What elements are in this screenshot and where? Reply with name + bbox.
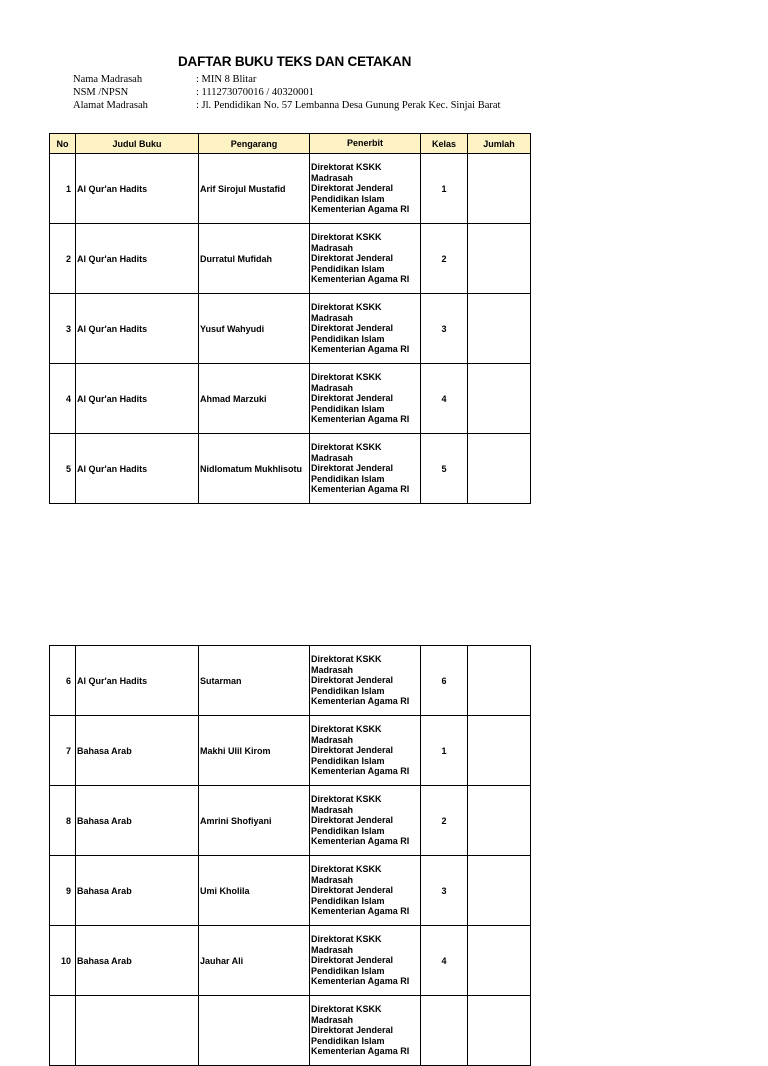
penerbit-line: Direktorat KSKK: [311, 864, 382, 875]
penerbit-line: Direktorat KSKK: [311, 232, 382, 243]
cell-penerbit: [310, 926, 421, 996]
penerbit-line: Pendidikan Islam: [311, 403, 385, 414]
penerbit-line: Pendidikan Islam: [311, 895, 385, 906]
penerbit-line: Madrasah: [311, 804, 354, 815]
header-penerbit: Penerbit: [310, 134, 421, 154]
cell-pengarang: Nidlomatum Mukhlisotu: [199, 434, 310, 504]
penerbit-line: Madrasah: [311, 242, 354, 253]
cell-pengarang: Makhi Ulil Kirom: [199, 716, 310, 786]
table-header-row: [50, 134, 531, 154]
cell-no: 2: [50, 224, 76, 294]
penerbit-line: Pendidikan Islam: [311, 473, 385, 484]
cell-judul: Al Qur'an Hadits: [76, 154, 199, 224]
penerbit-line: Direktorat Jenderal: [311, 675, 394, 686]
book-table-page-2: [49, 645, 531, 1066]
cell-pengarang: [199, 996, 310, 1066]
cell-no: 8: [50, 786, 76, 856]
cell-judul: Al Qur'an Hadits: [76, 364, 199, 434]
penerbit-line: Madrasah: [311, 312, 354, 323]
cell-kelas: 1: [421, 716, 468, 786]
cell-jumlah: [468, 364, 531, 434]
penerbit-line: Direktorat KSKK: [311, 442, 382, 453]
cell-jumlah: [468, 716, 531, 786]
penerbit-line: Kementerian Agama RI: [311, 766, 410, 777]
penerbit-line: Pendidikan Islam: [311, 263, 385, 274]
cell-no: 5: [50, 434, 76, 504]
cell-pengarang: Yusuf Wahyudi: [199, 294, 310, 364]
table-row: [50, 646, 531, 716]
meta-label: Alamat Madrasah: [73, 100, 148, 111]
header-judul: Judul Buku: [76, 134, 199, 154]
header-no: No: [50, 134, 76, 154]
header-pengarang: Pengarang: [199, 134, 310, 154]
cell-judul: Bahasa Arab: [76, 856, 199, 926]
cell-penerbit: [310, 856, 421, 926]
penerbit-line: Madrasah: [311, 452, 354, 463]
cell-kelas: 4: [421, 926, 468, 996]
header-jumlah: Jumlah: [468, 134, 531, 154]
meta-label: NSM /NPSN: [73, 87, 129, 98]
penerbit-line: Direktorat KSKK: [311, 724, 382, 735]
penerbit-line: Madrasah: [311, 382, 354, 393]
meta-value: : MIN 8 Blitar: [196, 74, 257, 85]
penerbit-line: Pendidikan Islam: [311, 685, 385, 696]
cell-judul: [76, 996, 199, 1066]
penerbit-line: Pendidikan Islam: [311, 825, 385, 836]
cell-jumlah: [468, 856, 531, 926]
cell-judul: Bahasa Arab: [76, 926, 199, 996]
penerbit-line: Direktorat Jenderal: [311, 815, 394, 826]
cell-jumlah: [468, 154, 531, 224]
penerbit-line: Kementerian Agama RI: [311, 344, 410, 355]
cell-kelas: 5: [421, 434, 468, 504]
cell-kelas: [421, 996, 468, 1066]
penerbit-line: Direktorat KSKK: [311, 654, 382, 665]
cell-pengarang: Jauhar Ali: [199, 926, 310, 996]
penerbit-line: Kementerian Agama RI: [311, 484, 410, 495]
penerbit-line: Pendidikan Islam: [311, 193, 385, 204]
table-row: [50, 154, 531, 224]
cell-penerbit: [310, 224, 421, 294]
cell-penerbit: [310, 294, 421, 364]
cell-kelas: 6: [421, 646, 468, 716]
penerbit-line: Direktorat KSKK: [311, 1004, 382, 1015]
cell-judul: Bahasa Arab: [76, 716, 199, 786]
penerbit-line: Kementerian Agama RI: [311, 1046, 410, 1057]
cell-penerbit: [310, 996, 421, 1066]
cell-kelas: 1: [421, 154, 468, 224]
cell-penerbit: [310, 434, 421, 504]
cell-no: 3: [50, 294, 76, 364]
meta-value: : 111273070016 / 40320001: [196, 87, 314, 98]
cell-pengarang: Arif Sirojul Mustafid: [199, 154, 310, 224]
cell-judul: Al Qur'an Hadits: [76, 294, 199, 364]
meta-label: Nama Madrasah: [73, 74, 143, 85]
table-row: [50, 996, 531, 1066]
penerbit-line: Direktorat Jenderal: [311, 253, 394, 264]
cell-penerbit: [310, 154, 421, 224]
penerbit-line: Madrasah: [311, 944, 354, 955]
cell-jumlah: [468, 996, 531, 1066]
meta-value: : Jl. Pendidikan No. 57 Lembanna Desa Gunung Perak Kec. Sinjai Barat: [196, 100, 501, 111]
penerbit-line: Pendidikan Islam: [311, 755, 385, 766]
cell-penerbit: [310, 646, 421, 716]
cell-pengarang: Amrini Shofiyani: [199, 786, 310, 856]
penerbit-line: Direktorat Jenderal: [311, 323, 394, 334]
penerbit-line: Pendidikan Islam: [311, 965, 385, 976]
cell-kelas: 2: [421, 786, 468, 856]
penerbit-line: Direktorat Jenderal: [311, 885, 394, 896]
table-row: [50, 786, 531, 856]
cell-jumlah: [468, 294, 531, 364]
penerbit-line: Direktorat Jenderal: [311, 463, 394, 474]
cell-jumlah: [468, 434, 531, 504]
penerbit-line: Kementerian Agama RI: [311, 274, 410, 285]
penerbit-line: Kementerian Agama RI: [311, 906, 410, 917]
penerbit-line: Kementerian Agama RI: [311, 836, 410, 847]
cell-kelas: 3: [421, 856, 468, 926]
penerbit-line: Kementerian Agama RI: [311, 204, 410, 215]
cell-no: [50, 996, 76, 1066]
table-row: [50, 364, 531, 434]
penerbit-line: Direktorat Jenderal: [311, 393, 394, 404]
cell-penerbit: [310, 364, 421, 434]
cell-no: 7: [50, 716, 76, 786]
table-row: [50, 856, 531, 926]
penerbit-line: Kementerian Agama RI: [311, 976, 410, 987]
penerbit-line: Madrasah: [311, 664, 354, 675]
penerbit-line: Direktorat KSKK: [311, 302, 382, 313]
penerbit-line: Direktorat KSKK: [311, 372, 382, 383]
book-table-page-1: [49, 133, 531, 504]
cell-penerbit: [310, 716, 421, 786]
table-row: [50, 716, 531, 786]
cell-jumlah: [468, 224, 531, 294]
table-row: [50, 224, 531, 294]
penerbit-line: Madrasah: [311, 1014, 354, 1025]
cell-jumlah: [468, 926, 531, 996]
cell-kelas: 2: [421, 224, 468, 294]
penerbit-line: Pendidikan Islam: [311, 1035, 385, 1046]
cell-judul: Al Qur'an Hadits: [76, 224, 199, 294]
cell-no: 6: [50, 646, 76, 716]
cell-penerbit: [310, 786, 421, 856]
penerbit-line: Madrasah: [311, 874, 354, 885]
cell-jumlah: [468, 646, 531, 716]
cell-judul: Al Qur'an Hadits: [76, 434, 199, 504]
penerbit-line: Kementerian Agama RI: [311, 696, 410, 707]
table-row: [50, 294, 531, 364]
cell-judul: Al Qur'an Hadits: [76, 646, 199, 716]
cell-pengarang: Umi Kholila: [199, 856, 310, 926]
header-kelas: Kelas: [421, 134, 468, 154]
page-title: DAFTAR BUKU TEKS DAN CETAKAN: [178, 54, 412, 69]
cell-pengarang: Sutarman: [199, 646, 310, 716]
cell-pengarang: Durratul Mufidah: [199, 224, 310, 294]
penerbit-line: Direktorat Jenderal: [311, 183, 394, 194]
table-row: [50, 434, 531, 504]
penerbit-line: Madrasah: [311, 172, 354, 183]
cell-no: 4: [50, 364, 76, 434]
cell-pengarang: Ahmad Marzuki: [199, 364, 310, 434]
cell-no: 1: [50, 154, 76, 224]
penerbit-line: Kementerian Agama RI: [311, 414, 410, 425]
cell-kelas: 3: [421, 294, 468, 364]
penerbit-line: Direktorat Jenderal: [311, 955, 394, 966]
penerbit-line: Direktorat KSKK: [311, 162, 382, 173]
cell-kelas: 4: [421, 364, 468, 434]
cell-jumlah: [468, 786, 531, 856]
cell-judul: Bahasa Arab: [76, 786, 199, 856]
penerbit-line: Direktorat Jenderal: [311, 745, 394, 756]
cell-no: 10: [50, 926, 76, 996]
penerbit-line: Madrasah: [311, 734, 354, 745]
penerbit-line: Direktorat KSKK: [311, 934, 382, 945]
penerbit-line: Direktorat KSKK: [311, 794, 382, 805]
penerbit-line: Direktorat Jenderal: [311, 1025, 394, 1036]
penerbit-line: Pendidikan Islam: [311, 333, 385, 344]
table-row: [50, 926, 531, 996]
cell-no: 9: [50, 856, 76, 926]
